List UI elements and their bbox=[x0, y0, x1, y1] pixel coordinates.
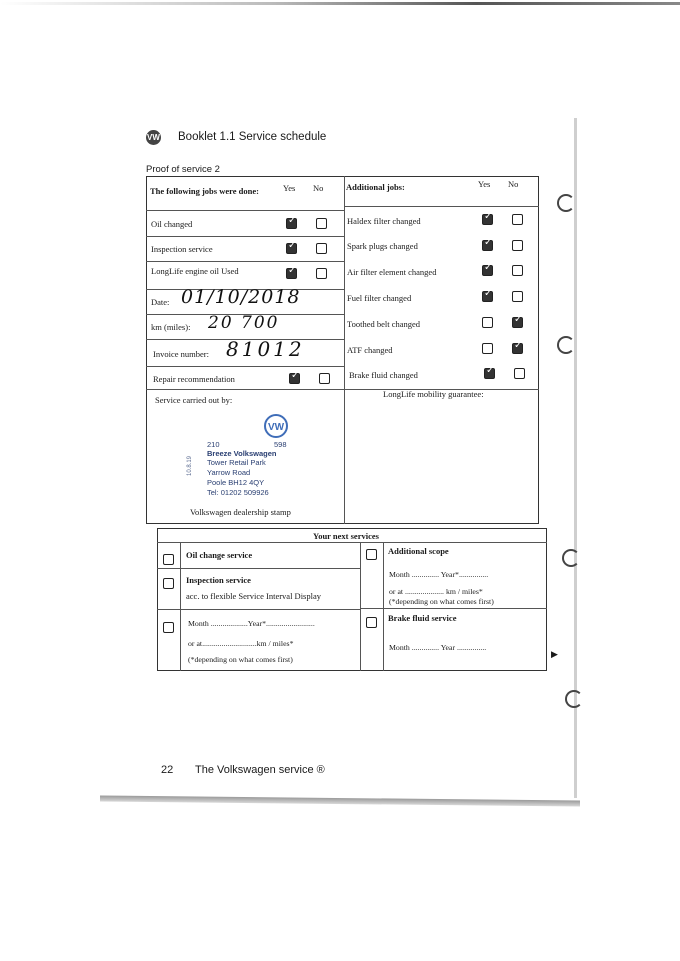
stamp-address-2: Yarrow Road bbox=[207, 468, 251, 477]
atf-no-checkbox[interactable] bbox=[512, 343, 523, 354]
oil-change-service-label: Oil change service bbox=[186, 550, 253, 560]
invoice-label: Invoice number: bbox=[153, 349, 209, 359]
row-line bbox=[157, 568, 360, 569]
spark-plugs-yes-checkbox[interactable] bbox=[482, 240, 493, 251]
inspection-yes-checkbox[interactable] bbox=[286, 243, 297, 254]
left-yes-header: Yes bbox=[283, 183, 296, 193]
stamp-vw-logo-icon: VW bbox=[264, 414, 288, 438]
air-filter-yes-checkbox[interactable] bbox=[482, 265, 493, 276]
inspection-interval-note: acc. to flexible Service Interval Display bbox=[186, 591, 321, 601]
stamp-phone: Tel: 01202 509926 bbox=[207, 488, 269, 497]
inspection-service-next-label: Inspection service bbox=[186, 575, 251, 585]
dealership-stamp-label: Volkswagen dealership stamp bbox=[190, 507, 291, 517]
brake-fluid-service-checkbox[interactable] bbox=[366, 617, 377, 628]
toothed-belt-no-checkbox[interactable] bbox=[512, 317, 523, 328]
next-services-title: Your next services bbox=[313, 531, 379, 541]
row-line bbox=[146, 236, 344, 237]
brake-fluid-label: Brake fluid changed bbox=[349, 370, 418, 380]
spark-plugs-no-checkbox[interactable] bbox=[512, 240, 523, 251]
left-header: The following jobs were done: bbox=[150, 186, 259, 196]
haldex-yes-checkbox[interactable] bbox=[482, 214, 493, 225]
toothed-belt-yes-checkbox[interactable] bbox=[482, 317, 493, 328]
inspection-service-label: Inspection service bbox=[151, 244, 213, 254]
vw-logo-icon: VW bbox=[146, 130, 161, 145]
date-value[interactable]: 01/10/2018 bbox=[181, 286, 301, 308]
depending-note-left: (*depending on what comes first) bbox=[188, 655, 293, 664]
brake-fluid-no-checkbox[interactable] bbox=[514, 368, 525, 379]
footer-title: The Volkswagen service ® bbox=[195, 764, 325, 776]
repair-yes-checkbox[interactable] bbox=[289, 373, 300, 384]
atf-label: ATF changed bbox=[347, 345, 393, 355]
oil-change-service-checkbox[interactable] bbox=[163, 554, 174, 565]
additional-scope-label: Additional scope bbox=[388, 546, 449, 556]
longlife-oil-label: LongLife engine oil Used bbox=[151, 266, 239, 276]
oil-changed-no-checkbox[interactable] bbox=[316, 218, 327, 229]
haldex-no-checkbox[interactable] bbox=[512, 214, 523, 225]
fuel-filter-yes-checkbox[interactable] bbox=[482, 291, 493, 302]
atf-yes-checkbox[interactable] bbox=[482, 343, 493, 354]
oil-changed-label: Oil changed bbox=[151, 219, 193, 229]
left-no-header: No bbox=[313, 183, 324, 193]
top-scan-line bbox=[0, 2, 680, 5]
row-line bbox=[157, 609, 360, 610]
month-year-field-brake[interactable]: Month .............. Year ............... bbox=[389, 643, 487, 652]
service-carried-out-label: Service carried out by: bbox=[155, 395, 233, 405]
col-line bbox=[360, 542, 361, 671]
binder-ring-icon bbox=[557, 336, 575, 354]
stamp-dealer-name: Breeze Volkswagen bbox=[207, 449, 277, 458]
km-field-right[interactable]: or at .................... km / miles* bbox=[389, 587, 483, 596]
inspection-service-checkbox[interactable] bbox=[163, 578, 174, 589]
col-line bbox=[383, 542, 384, 671]
table-divider bbox=[344, 176, 345, 524]
right-yes-header: Yes bbox=[478, 179, 491, 189]
binder-ring-icon bbox=[557, 194, 575, 212]
stamp-number-left: 210 bbox=[207, 440, 220, 449]
haldex-label: Haldex filter changed bbox=[347, 216, 421, 226]
spark-plugs-label: Spark plugs changed bbox=[347, 241, 418, 251]
stamp-address-1: Tower Retail Park bbox=[207, 458, 266, 467]
longlife-no-checkbox[interactable] bbox=[316, 268, 327, 279]
page-title: Booklet 1.1 Service schedule bbox=[178, 131, 327, 143]
col-line bbox=[180, 542, 181, 671]
right-no-header: No bbox=[508, 179, 519, 189]
row-line bbox=[146, 261, 344, 262]
row-line bbox=[360, 608, 547, 609]
longlife-guarantee-label: LongLife mobility guarantee: bbox=[383, 389, 484, 399]
page-bottom-edge bbox=[100, 795, 580, 806]
binder-ring-icon bbox=[565, 690, 583, 708]
date-next-checkbox[interactable] bbox=[163, 622, 174, 633]
arrow-right-icon: ▶ bbox=[551, 650, 558, 660]
additional-jobs-header: Additional jobs: bbox=[346, 182, 405, 192]
stamp-address-3: Poole BH12 4QY bbox=[207, 478, 265, 487]
air-filter-no-checkbox[interactable] bbox=[512, 265, 523, 276]
depending-note-right: (*depending on what comes first) bbox=[389, 597, 494, 606]
fuel-filter-no-checkbox[interactable] bbox=[512, 291, 523, 302]
proof-title: Proof of service 2 bbox=[146, 164, 220, 175]
binder-ring-icon bbox=[562, 549, 580, 567]
repair-no-checkbox[interactable] bbox=[319, 373, 330, 384]
page-number: 22 bbox=[161, 764, 174, 776]
month-year-field-left[interactable]: Month ...................Year*......................... bbox=[188, 619, 315, 628]
air-filter-label: Air filter element changed bbox=[347, 267, 437, 277]
oil-changed-yes-checkbox[interactable] bbox=[286, 218, 297, 229]
additional-scope-checkbox[interactable] bbox=[366, 549, 377, 560]
fuel-filter-label: Fuel filter changed bbox=[347, 293, 412, 303]
row-line bbox=[146, 366, 344, 367]
km-field-left[interactable]: or at............................km / miles* bbox=[188, 639, 294, 648]
row-line bbox=[146, 210, 344, 211]
invoice-value[interactable]: 81012 bbox=[226, 337, 305, 361]
km-label: km (miles): bbox=[151, 322, 191, 332]
toothed-belt-label: Toothed belt changed bbox=[347, 319, 421, 329]
longlife-yes-checkbox[interactable] bbox=[286, 268, 297, 279]
km-value[interactable]: 20 700 bbox=[208, 313, 280, 333]
stamp-number-right: 598 bbox=[274, 440, 287, 449]
brake-fluid-service-label: Brake fluid service bbox=[388, 613, 457, 623]
row-line bbox=[344, 206, 539, 207]
row-line bbox=[157, 542, 547, 543]
stamp-date-side: 10.8.19 bbox=[187, 455, 193, 476]
brake-fluid-yes-checkbox[interactable] bbox=[484, 368, 495, 379]
month-year-field-right[interactable]: Month .............. Year*............... bbox=[389, 570, 489, 579]
inspection-no-checkbox[interactable] bbox=[316, 243, 327, 254]
date-label: Date: bbox=[151, 297, 170, 307]
repair-recommendation-label: Repair recommendation bbox=[153, 374, 235, 384]
